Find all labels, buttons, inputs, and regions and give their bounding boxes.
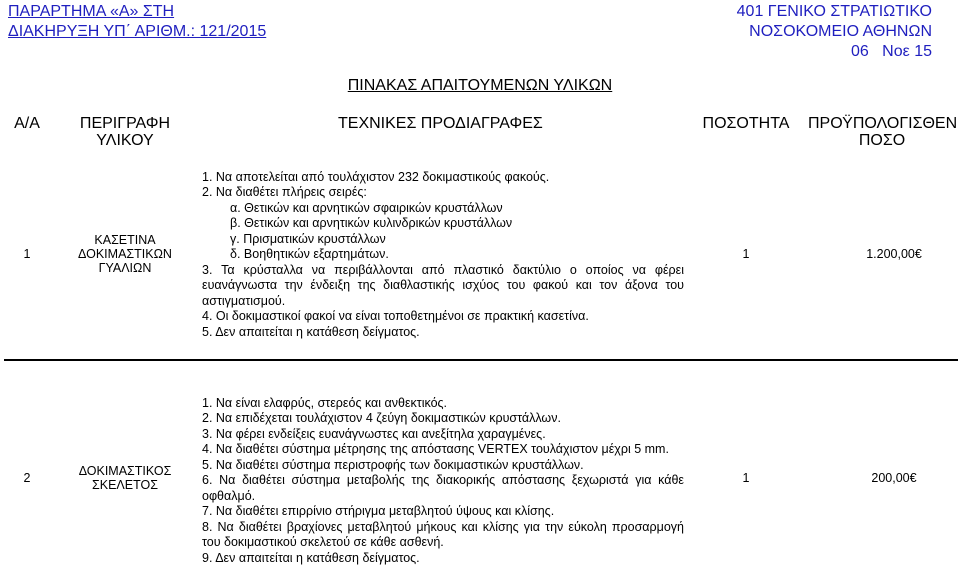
table-header-row [4, 113, 958, 149]
spec-item: 9. Δεν απαιτείται η κατάθεση δείγματος. [202, 550, 420, 565]
spec-item: 4. Οι δοκιμαστικοί φακοί να είναι τοποθετημένοι σε πρακτική κασετίνα. [202, 309, 589, 324]
header-right [737, 2, 932, 62]
row-quantity: 1 [742, 470, 750, 485]
spec-subitem: δ. Βοηθητικών εξαρτημάτων. [230, 247, 389, 262]
document-date: 06 Νοε 15 [851, 43, 932, 60]
hospital-name-line2: ΝΟΣΟΚΟΜΕΙΟ ΑΘΗΝΩΝ [749, 23, 932, 40]
column-header-quantity: ΠΟΣΟΤΗΤΑ [702, 115, 790, 132]
row-quantity: 1 [686, 149, 806, 360]
column-header-tech-specs: ΤΕΧΝΙΚΕΣ ΠΡΟΔΙΑΓΡΑΦΕΣ [338, 115, 543, 132]
spec-subitem: β. Θετικών και αρνητικών κυλινδρικών κρυστάλλων [230, 216, 513, 231]
spec-item: 3. Τα κρύσταλλα να περιβάλλονται από πλαστικό δακτύλιο ο οποίος να φέρει ευανάγνωστα την ένδειξη της διαθλαστικής ισχύος του φακού και τον άξονα του αστιγματισμού. [202, 262, 684, 308]
annex-label: ΠΑΡΑΡΤΗΜΑ «Α» ΣΤΗ [8, 3, 175, 20]
column-header-aa: Α/Α [14, 115, 40, 132]
spec-subitem: α. Θετικών και αρνητικών σφαιρικών κρυστάλλων [230, 200, 503, 215]
spec-item: 5. Δεν απαιτείται η κατάθεση δείγματος. [202, 324, 420, 339]
tender-number: ΔΙΑΚΗΡΥΞΗ ΥΠ΄ ΑΡΙΘΜ.: 121/2015 [8, 23, 267, 40]
spec-item: 5. Να διαθέτει σύστημα περιστροφής των δοκιμαστικών κρυστάλλων. [202, 457, 584, 472]
table-row [4, 149, 958, 360]
row-tech-specs [200, 374, 686, 581]
spec-item: 4. Να διαθέτει σύστημα μέτρησης της απόστασης VERTEX τουλάχιστον μέχρι 5 mm. [202, 442, 669, 457]
spec-item: 8. Να διαθέτει βραχίονες μεταβλητού μήκους και κλίσης για την εύκολη προσαρμογή του δοκιμαστικού σκελετού σε κάθε ασθενή. [202, 519, 684, 550]
requirements-table [4, 113, 958, 581]
table-row [4, 374, 958, 581]
row-budget: 200,00€ [871, 470, 917, 485]
column-header-description: ΠΕΡΙΓΡΑΦΗ ΥΛΙΚΟΥ [79, 115, 171, 149]
header-left [8, 2, 266, 42]
row-description: ΚΑΣΕΤΙΝΑ ΔΟΚΙΜΑΣΤΙΚΩΝ ΓΥΑΛΙΩΝ [50, 149, 200, 360]
row-tech-specs [200, 149, 686, 360]
spec-subitem: γ. Πρισματικών κρυστάλλων [230, 231, 386, 246]
hospital-name-line1: 401 ΓΕΝΙΚΟ ΣΤΡΑΤΙΩΤΙΚΟ [736, 3, 932, 20]
spec-item: 6. Να διαθέτει σύστημα μεταβολής της διακορικής απόστασης ξεχωριστά για κάθε οφθαλμό. [202, 473, 684, 503]
row-aa: 1 [4, 149, 50, 360]
spec-item: 1. Να είναι ελαφρύς, στερεός και ανθεκτικός. [202, 395, 448, 410]
spec-item: 1. Να αποτελείται από τουλάχιστον 232 δοκιμαστικούς φακούς. [202, 169, 550, 184]
row-spacer [4, 360, 958, 374]
row-aa: 2 [23, 470, 31, 485]
page-title: ΠΙΝΑΚΑΣ ΑΠΑΙΤΟΥΜΕΝΩΝ ΥΛΙΚΩΝ [347, 77, 613, 94]
spec-item: 7. Να διαθέτει επιρρίνιο στήριγμα μεταβλητού ύψους και κλίσης. [202, 504, 555, 519]
row-description: ΔΟΚΙΜΑΣΤΙΚΟΣ ΣΚΕΛΕΤΟΣ [78, 463, 172, 492]
spec-item: 3. Να φέρει ενδείξεις ευανάγνωστες και ανεξίτηλα χαραγμένες. [202, 426, 546, 441]
spec-item: 2. Να διαθέτει πλήρεις σειρές: [202, 185, 367, 200]
spec-item: 2. Να επιδέχεται τουλάχιστον 4 ζεύγη δοκιμαστικών κρυστάλλων. [202, 411, 561, 426]
column-header-budget: ΠΡΟΫΠΟΛΟΓΙΣΘΕΝ ΠΟΣΟ [808, 115, 958, 149]
row-budget: 1.200,00€ [806, 149, 958, 360]
